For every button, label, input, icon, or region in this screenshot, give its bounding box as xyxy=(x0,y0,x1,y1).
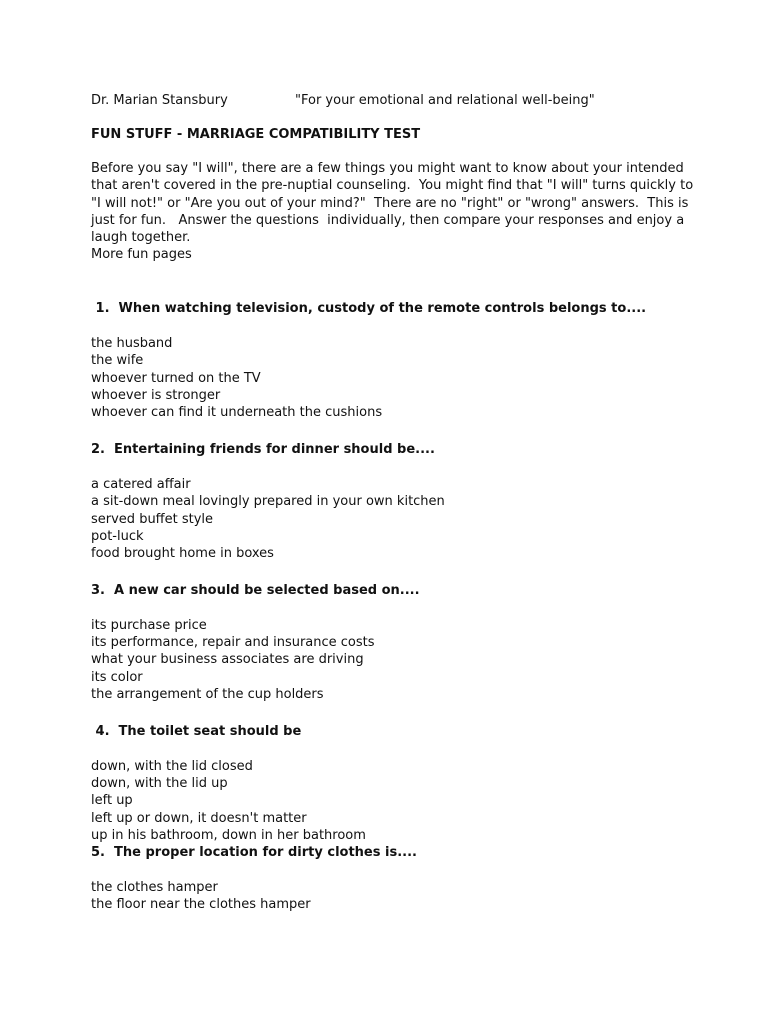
answer-option: down, with the lid closed xyxy=(91,758,253,774)
answer-option: its purchase price xyxy=(91,617,207,633)
answer-list xyxy=(91,617,691,703)
question-block xyxy=(91,844,691,913)
question-text: 2. Entertaining friends for dinner should be.... xyxy=(91,442,435,458)
answer-option: the wife xyxy=(91,353,144,369)
intro-line: laugh together. xyxy=(91,230,191,246)
answer-option: its color xyxy=(91,669,143,685)
answer-option: whoever turned on the TV xyxy=(91,370,261,386)
answer-option: the arrangement of the cup holders xyxy=(91,687,324,703)
tagline: "For your emotional and relational well-being" xyxy=(295,93,595,108)
answer-option: the husband xyxy=(91,335,173,351)
answer-option: the floor near the clothes hamper xyxy=(91,897,311,913)
answer-option: whoever can find it underneath the cushions xyxy=(91,405,383,421)
question-block xyxy=(91,441,691,562)
question-block xyxy=(91,582,691,703)
more-fun-pages-link[interactable]: More fun pages xyxy=(91,247,192,263)
answer-option: left up or down, it doesn't matter xyxy=(91,810,307,826)
answer-option: what your business associates are driving xyxy=(91,652,364,668)
answer-option: food brought home in boxes xyxy=(91,546,274,562)
question-text: 4. The toilet seat should be xyxy=(91,724,302,740)
intro-paragraph xyxy=(91,160,694,263)
answer-option: left up xyxy=(91,793,133,809)
answer-option: a catered affair xyxy=(91,476,191,492)
document-page xyxy=(91,92,694,913)
intro-line: Before you say "I will", there are a few things you might want to know about your intended xyxy=(91,161,684,177)
question-text: 3. A new car should be selected based on.... xyxy=(91,583,420,599)
document-title: FUN STUFF - MARRIAGE COMPATIBILITY TEST xyxy=(91,127,421,142)
answer-option: whoever is stronger xyxy=(91,387,221,403)
document-header xyxy=(91,92,691,109)
answer-option: a sit-down meal lovingly prepared in your own kitchen xyxy=(91,494,445,510)
answer-option: served buffet style xyxy=(91,511,214,527)
answer-option: down, with the lid up xyxy=(91,776,228,792)
answer-list xyxy=(91,758,691,844)
intro-line: "I will not!" or "Are you out of your mind?" There are no "right" or "wrong" answers. This is xyxy=(91,195,689,211)
intro-line: that aren't covered in the pre-nuptial counseling. You might find that "I will" turns quickly to xyxy=(91,178,694,194)
answer-option: up in his bathroom, down in her bathroom xyxy=(91,828,366,844)
question-text: 5. The proper location for dirty clothes is.... xyxy=(91,845,417,861)
question-block xyxy=(91,300,691,421)
answer-list xyxy=(91,476,691,562)
question-block xyxy=(91,723,691,844)
answer-list xyxy=(91,335,691,421)
intro-line: just for fun. Answer the questions individually, then compare your responses and enjoy a xyxy=(91,212,685,228)
answer-option: its performance, repair and insurance costs xyxy=(91,635,375,651)
answer-option: the clothes hamper xyxy=(91,879,218,895)
author-name: Dr. Marian Stansbury xyxy=(91,93,228,108)
question-text: 1. When watching television, custody of the remote controls belongs to.... xyxy=(91,301,647,317)
answer-list xyxy=(91,879,691,914)
answer-option: pot-luck xyxy=(91,528,144,544)
